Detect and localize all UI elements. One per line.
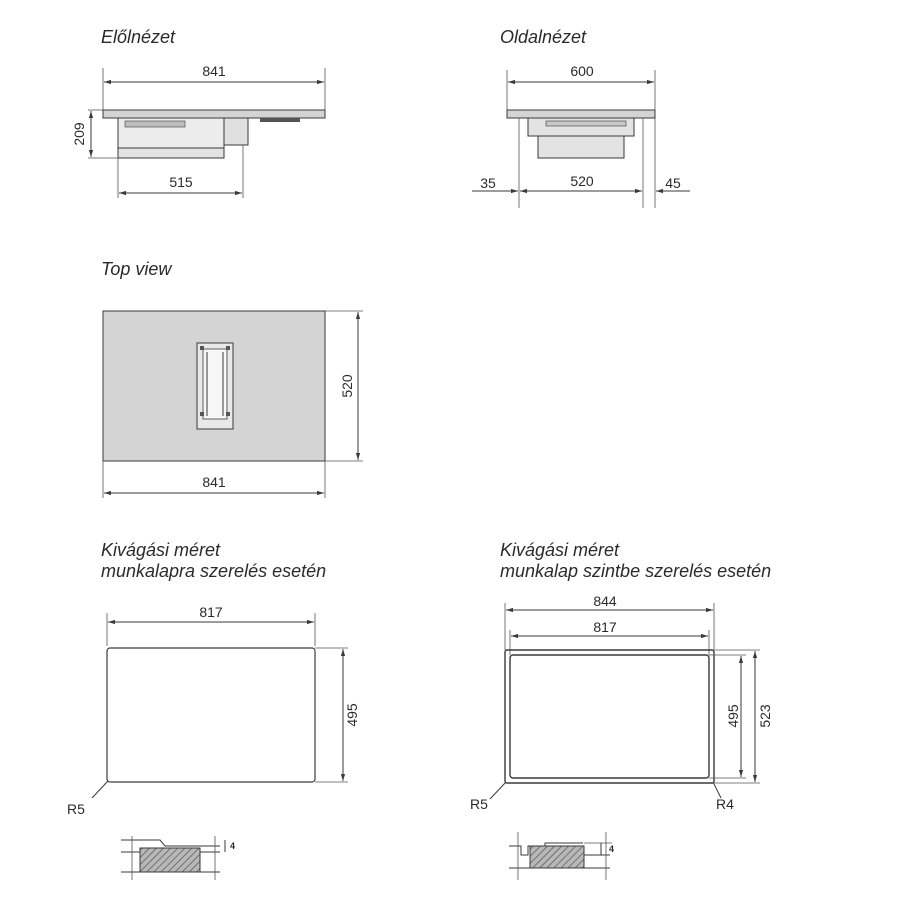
cutout-flush-inner-outline — [510, 655, 709, 778]
cutout-surface-title-line1: Kivágási méret — [101, 540, 221, 560]
cutout-surface-section-detail — [121, 836, 235, 880]
worktop-hatched-section — [530, 846, 584, 868]
front-width-label: 841 — [202, 63, 226, 79]
cutout-flush-title-line1: Kivágási méret — [500, 540, 620, 560]
side-fan-module — [538, 136, 624, 158]
cutout-surface-radius-leader — [92, 781, 108, 798]
cutout-flush-inner-depth-label: 495 — [725, 704, 741, 728]
cutout-flush-inner-radius-leader — [490, 782, 506, 799]
cutout-flush-outer-outline — [505, 650, 714, 783]
cutout-flush-section-detail — [509, 832, 614, 880]
side-left-offset-label: 35 — [480, 175, 496, 191]
cutout-surface-view — [67, 604, 360, 880]
cutout-flush-outer-radius-label: R4 — [716, 796, 734, 812]
top-depth-label: 520 — [339, 374, 355, 398]
cutout-surface-outline — [107, 648, 315, 782]
cutout-flush-outer-depth-label: 523 — [757, 704, 773, 728]
front-depth-label: 515 — [169, 174, 193, 190]
side-right-offset-label: 45 — [665, 175, 681, 191]
cutout-surface-detail-thickness: 4 — [230, 841, 236, 851]
cutout-flush-outer-width-label: 844 — [593, 593, 617, 609]
top-view — [103, 311, 363, 498]
side-width-label: 600 — [570, 63, 594, 79]
front-view — [71, 63, 325, 198]
cutout-surface-title-line2: munkalapra szerelés esetén — [101, 561, 327, 581]
front-glass-top — [103, 110, 325, 118]
cutout-flush-inner-radius-label: R5 — [470, 796, 488, 812]
cutout-flush-detail-thickness: 4 — [609, 844, 615, 854]
front-view-title: Előlnézet — [101, 27, 176, 47]
top-view-title: Top view — [101, 259, 172, 279]
side-inner-label: 520 — [570, 173, 594, 189]
cutout-surface-depth-label: 495 — [344, 703, 360, 727]
worktop-hatched-section — [140, 848, 200, 872]
front-height-label: 209 — [71, 122, 87, 146]
cutout-flush-view — [470, 593, 773, 880]
cutout-flush-inner-width-label: 817 — [593, 619, 617, 635]
side-glass-top — [507, 110, 655, 118]
side-hob-body — [528, 118, 634, 136]
cutout-flush-title-line2: munkalap szintbe szerelés esetén — [500, 561, 772, 581]
cutout-surface-width-label: 817 — [199, 604, 223, 620]
side-view — [472, 63, 690, 208]
cutout-surface-radius-label: R5 — [67, 801, 85, 817]
front-fan-module — [224, 118, 248, 145]
side-view-title: Oldalnézet — [500, 27, 587, 47]
top-width-label: 841 — [202, 474, 226, 490]
